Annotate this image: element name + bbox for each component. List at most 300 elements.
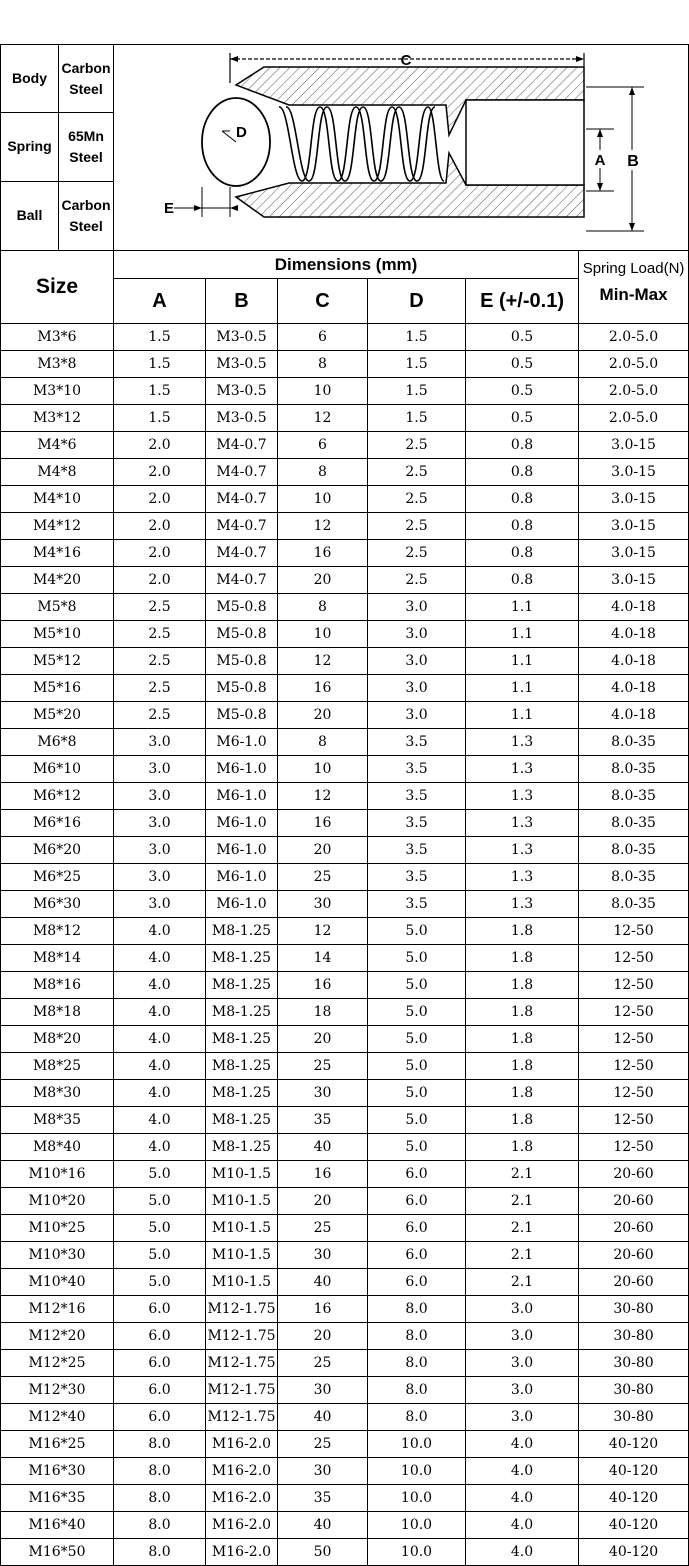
table-row — [1, 540, 689, 567]
cell-spring-load: 3.0-15 — [579, 432, 689, 459]
cell-c: 25 — [278, 1215, 368, 1242]
cell-a: 2.0 — [114, 486, 206, 513]
dimensions-header: Dimensions (mm) — [114, 251, 579, 279]
cell-spring-load: 4.0-18 — [579, 675, 689, 702]
cell-size: M3*12 — [1, 405, 114, 432]
cell-spring-load: 3.0-15 — [579, 486, 689, 513]
table-row — [1, 405, 689, 432]
table-row — [1, 1539, 689, 1566]
cell-spring-load: 2.0-5.0 — [579, 405, 689, 432]
cell-e: 1.8 — [466, 1053, 579, 1080]
cell-e: 2.1 — [466, 1215, 579, 1242]
cell-e: 0.5 — [466, 324, 579, 351]
cell-spring-load: 12-50 — [579, 1107, 689, 1134]
cell-size: M4*20 — [1, 567, 114, 594]
cell-c: 12 — [278, 783, 368, 810]
cell-size: M6*30 — [1, 891, 114, 918]
cell-c: 30 — [278, 1242, 368, 1269]
cell-c: 20 — [278, 567, 368, 594]
cell-d: 3.5 — [368, 783, 466, 810]
cell-b: M3-0.5 — [206, 324, 278, 351]
cell-e: 1.8 — [466, 999, 579, 1026]
cell-b: M16-2.0 — [206, 1485, 278, 1512]
cell-d: 5.0 — [368, 1134, 466, 1161]
cell-e: 1.8 — [466, 918, 579, 945]
cell-a: 3.0 — [114, 783, 206, 810]
cell-c: 30 — [278, 1458, 368, 1485]
cell-spring-load: 20-60 — [579, 1161, 689, 1188]
cell-a: 2.5 — [114, 594, 206, 621]
table-row — [1, 1134, 689, 1161]
cell-c: 16 — [278, 1161, 368, 1188]
cell-c: 25 — [278, 1053, 368, 1080]
cell-a: 4.0 — [114, 1053, 206, 1080]
cell-b: M6-1.0 — [206, 729, 278, 756]
cell-d: 3.5 — [368, 891, 466, 918]
cell-spring-load: 30-80 — [579, 1350, 689, 1377]
cell-a: 8.0 — [114, 1431, 206, 1458]
cell-b: M5-0.8 — [206, 648, 278, 675]
cell-size: M6*10 — [1, 756, 114, 783]
cell-e: 4.0 — [466, 1485, 579, 1512]
table-row — [1, 891, 689, 918]
cell-e: 1.3 — [466, 729, 579, 756]
spec-sheet — [0, 44, 688, 1566]
part-label: Spring — [1, 113, 59, 181]
table-row — [1, 1188, 689, 1215]
cell-spring-load: 12-50 — [579, 945, 689, 972]
cell-spring-load: 4.0-18 — [579, 702, 689, 729]
materials-table — [0, 44, 689, 251]
cell-a: 3.0 — [114, 810, 206, 837]
cell-a: 5.0 — [114, 1215, 206, 1242]
cell-b: M6-1.0 — [206, 783, 278, 810]
cell-spring-load: 40-120 — [579, 1485, 689, 1512]
table-row — [1, 621, 689, 648]
cell-a: 5.0 — [114, 1269, 206, 1296]
cell-b: M12-1.75 — [206, 1296, 278, 1323]
table-row — [1, 1269, 689, 1296]
cell-a: 4.0 — [114, 1107, 206, 1134]
cell-b: M4-0.7 — [206, 513, 278, 540]
dim-b-label: B — [627, 153, 639, 170]
cell-a: 5.0 — [114, 1242, 206, 1269]
cell-size: M5*16 — [1, 675, 114, 702]
cell-d: 5.0 — [368, 918, 466, 945]
cell-c: 25 — [278, 1350, 368, 1377]
cell-size: M6*25 — [1, 864, 114, 891]
cell-c: 20 — [278, 1323, 368, 1350]
cell-spring-load: 40-120 — [579, 1458, 689, 1485]
cell-c: 18 — [278, 999, 368, 1026]
dim-d-label: D — [236, 124, 247, 141]
cell-d: 6.0 — [368, 1215, 466, 1242]
cell-a: 1.5 — [114, 324, 206, 351]
cell-d: 3.5 — [368, 810, 466, 837]
cell-c: 8 — [278, 459, 368, 486]
cell-d: 5.0 — [368, 972, 466, 999]
cell-e: 1.8 — [466, 945, 579, 972]
cell-a: 3.0 — [114, 837, 206, 864]
cell-e: 1.1 — [466, 675, 579, 702]
cell-a: 2.0 — [114, 513, 206, 540]
table-row — [1, 729, 689, 756]
cell-c: 12 — [278, 918, 368, 945]
table-row — [1, 1323, 689, 1350]
cell-c: 8 — [278, 594, 368, 621]
table-row — [1, 459, 689, 486]
part-label: Ball — [1, 181, 59, 250]
cell-b: M3-0.5 — [206, 405, 278, 432]
cell-size: M5*8 — [1, 594, 114, 621]
table-row — [1, 756, 689, 783]
cell-size: M6*16 — [1, 810, 114, 837]
cell-a: 3.0 — [114, 756, 206, 783]
cell-c: 50 — [278, 1539, 368, 1566]
cell-c: 6 — [278, 432, 368, 459]
cell-d: 2.5 — [368, 567, 466, 594]
cell-size: M16*40 — [1, 1512, 114, 1539]
cell-spring-load: 8.0-35 — [579, 729, 689, 756]
table-row — [1, 1431, 689, 1458]
table-row — [1, 1080, 689, 1107]
cell-b: M6-1.0 — [206, 891, 278, 918]
cell-a: 4.0 — [114, 972, 206, 999]
cell-size: M6*20 — [1, 837, 114, 864]
part-label: Body — [1, 45, 59, 113]
cell-e: 4.0 — [466, 1458, 579, 1485]
table-row — [1, 864, 689, 891]
cell-size: M12*16 — [1, 1296, 114, 1323]
cell-spring-load: 8.0-35 — [579, 756, 689, 783]
cell-size: M4*10 — [1, 486, 114, 513]
cell-a: 8.0 — [114, 1458, 206, 1485]
cell-a: 4.0 — [114, 999, 206, 1026]
cell-size: M12*25 — [1, 1350, 114, 1377]
cell-spring-load: 20-60 — [579, 1188, 689, 1215]
dim-e-label: E — [164, 200, 175, 217]
table-row — [1, 783, 689, 810]
table-row — [1, 810, 689, 837]
table-row — [1, 702, 689, 729]
table-row — [1, 567, 689, 594]
cell-d: 6.0 — [368, 1242, 466, 1269]
cell-e: 1.8 — [466, 972, 579, 999]
cell-size: M10*16 — [1, 1161, 114, 1188]
cell-a: 6.0 — [114, 1323, 206, 1350]
cell-b: M8-1.25 — [206, 1107, 278, 1134]
cell-e: 1.8 — [466, 1107, 579, 1134]
cell-d: 3.0 — [368, 675, 466, 702]
cell-b: M4-0.7 — [206, 432, 278, 459]
cell-d: 1.5 — [368, 378, 466, 405]
cell-e: 1.3 — [466, 810, 579, 837]
cell-b: M10-1.5 — [206, 1242, 278, 1269]
table-row — [1, 1107, 689, 1134]
cell-c: 16 — [278, 972, 368, 999]
table-row — [1, 432, 689, 459]
cell-d: 2.5 — [368, 459, 466, 486]
table-row — [1, 513, 689, 540]
cell-spring-load: 20-60 — [579, 1269, 689, 1296]
cell-d: 10.0 — [368, 1458, 466, 1485]
cell-e: 3.0 — [466, 1377, 579, 1404]
cell-b: M8-1.25 — [206, 1026, 278, 1053]
cell-size: M10*20 — [1, 1188, 114, 1215]
cell-e: 0.5 — [466, 351, 579, 378]
cell-spring-load: 4.0-18 — [579, 594, 689, 621]
cell-c: 35 — [278, 1107, 368, 1134]
cell-b: M12-1.75 — [206, 1404, 278, 1431]
cell-size: M8*25 — [1, 1053, 114, 1080]
cell-b: M8-1.25 — [206, 999, 278, 1026]
cell-e: 0.8 — [466, 486, 579, 513]
cell-d: 3.0 — [368, 594, 466, 621]
cell-spring-load: 30-80 — [579, 1296, 689, 1323]
cell-d: 8.0 — [368, 1404, 466, 1431]
cell-d: 3.0 — [368, 702, 466, 729]
cell-a: 2.0 — [114, 459, 206, 486]
col-header-b: B — [206, 279, 278, 324]
cell-c: 10 — [278, 621, 368, 648]
cell-d: 6.0 — [368, 1269, 466, 1296]
cell-e: 3.0 — [466, 1323, 579, 1350]
cell-spring-load: 8.0-35 — [579, 837, 689, 864]
cell-e: 3.0 — [466, 1350, 579, 1377]
table-row — [1, 1161, 689, 1188]
table-row — [1, 972, 689, 999]
cell-c: 30 — [278, 1377, 368, 1404]
cell-d: 5.0 — [368, 999, 466, 1026]
cell-d: 3.0 — [368, 621, 466, 648]
cell-spring-load: 20-60 — [579, 1242, 689, 1269]
cell-spring-load: 30-80 — [579, 1404, 689, 1431]
cell-size: M10*25 — [1, 1215, 114, 1242]
cell-a: 5.0 — [114, 1161, 206, 1188]
cell-size: M5*12 — [1, 648, 114, 675]
cell-d: 10.0 — [368, 1512, 466, 1539]
cell-c: 10 — [278, 486, 368, 513]
cell-a: 5.0 — [114, 1188, 206, 1215]
cell-size: M6*12 — [1, 783, 114, 810]
thread-bore — [466, 100, 584, 185]
material-label: Carbon Steel — [59, 45, 114, 113]
table-row — [1, 1053, 689, 1080]
cell-b: M16-2.0 — [206, 1512, 278, 1539]
cell-a: 3.0 — [114, 864, 206, 891]
table-row — [1, 1350, 689, 1377]
cell-b: M6-1.0 — [206, 756, 278, 783]
cell-a: 1.5 — [114, 405, 206, 432]
table-row — [1, 675, 689, 702]
cell-a: 4.0 — [114, 1026, 206, 1053]
cell-e: 2.1 — [466, 1161, 579, 1188]
cell-spring-load: 30-80 — [579, 1377, 689, 1404]
cell-b: M5-0.8 — [206, 702, 278, 729]
cell-spring-load: 12-50 — [579, 1080, 689, 1107]
cell-b: M8-1.25 — [206, 918, 278, 945]
cell-b: M5-0.8 — [206, 594, 278, 621]
cell-d: 8.0 — [368, 1377, 466, 1404]
spring-load-header: Spring Load(N) — [579, 251, 689, 279]
cell-size: M8*12 — [1, 918, 114, 945]
col-header-c: C — [278, 279, 368, 324]
cell-e: 1.3 — [466, 837, 579, 864]
cell-a: 4.0 — [114, 1134, 206, 1161]
table-body — [1, 324, 689, 1566]
col-header-d: D — [368, 279, 466, 324]
cell-a: 2.0 — [114, 432, 206, 459]
ball-plunger-diagram — [114, 45, 689, 251]
cell-b: M8-1.25 — [206, 1080, 278, 1107]
cell-a: 4.0 — [114, 945, 206, 972]
table-row — [1, 1377, 689, 1404]
cell-e: 4.0 — [466, 1539, 579, 1566]
cell-e: 1.8 — [466, 1026, 579, 1053]
cell-size: M8*14 — [1, 945, 114, 972]
cell-a: 8.0 — [114, 1485, 206, 1512]
cell-e: 0.5 — [466, 405, 579, 432]
table-row — [1, 648, 689, 675]
cell-d: 3.5 — [368, 837, 466, 864]
cell-b: M16-2.0 — [206, 1431, 278, 1458]
cell-e: 0.5 — [466, 378, 579, 405]
cell-b: M5-0.8 — [206, 675, 278, 702]
cell-d: 8.0 — [368, 1350, 466, 1377]
cell-spring-load: 40-120 — [579, 1539, 689, 1566]
cell-spring-load: 4.0-18 — [579, 648, 689, 675]
size-header: Size — [1, 251, 114, 324]
cell-c: 20 — [278, 1026, 368, 1053]
cell-size: M4*16 — [1, 540, 114, 567]
cell-b: M8-1.25 — [206, 1053, 278, 1080]
table-row — [1, 837, 689, 864]
cell-b: M5-0.8 — [206, 621, 278, 648]
cell-d: 2.5 — [368, 540, 466, 567]
cell-spring-load: 40-120 — [579, 1431, 689, 1458]
cell-c: 16 — [278, 810, 368, 837]
cell-d: 10.0 — [368, 1431, 466, 1458]
cell-d: 6.0 — [368, 1161, 466, 1188]
cell-spring-load: 40-120 — [579, 1512, 689, 1539]
cell-e: 0.8 — [466, 567, 579, 594]
cell-size: M8*20 — [1, 1026, 114, 1053]
cell-a: 2.5 — [114, 675, 206, 702]
cell-size: M4*8 — [1, 459, 114, 486]
cell-b: M8-1.25 — [206, 945, 278, 972]
cell-b: M16-2.0 — [206, 1458, 278, 1485]
cell-c: 16 — [278, 675, 368, 702]
cell-c: 8 — [278, 351, 368, 378]
cell-d: 3.5 — [368, 864, 466, 891]
dim-c-label: C — [400, 52, 412, 69]
table-row — [1, 1242, 689, 1269]
cell-d: 1.5 — [368, 351, 466, 378]
cell-size: M16*25 — [1, 1431, 114, 1458]
cell-b: M4-0.7 — [206, 459, 278, 486]
table-row — [1, 945, 689, 972]
cell-d: 5.0 — [368, 1026, 466, 1053]
cell-size: M16*30 — [1, 1458, 114, 1485]
cell-e: 2.1 — [466, 1269, 579, 1296]
cell-size: M10*30 — [1, 1242, 114, 1269]
cell-size: M12*20 — [1, 1323, 114, 1350]
cell-e: 0.8 — [466, 540, 579, 567]
cell-spring-load: 2.0-5.0 — [579, 378, 689, 405]
cell-a: 6.0 — [114, 1404, 206, 1431]
cell-e: 1.3 — [466, 756, 579, 783]
cell-b: M3-0.5 — [206, 378, 278, 405]
spring-range-header: Min-Max — [579, 279, 689, 324]
cell-spring-load: 3.0-15 — [579, 567, 689, 594]
cell-b: M12-1.75 — [206, 1350, 278, 1377]
cell-spring-load: 2.0-5.0 — [579, 351, 689, 378]
cell-b: M10-1.5 — [206, 1161, 278, 1188]
cell-c: 20 — [278, 837, 368, 864]
cell-size: M4*6 — [1, 432, 114, 459]
cell-c: 10 — [278, 756, 368, 783]
cell-e: 1.8 — [466, 1134, 579, 1161]
cell-e: 2.1 — [466, 1242, 579, 1269]
cell-e: 0.8 — [466, 432, 579, 459]
cell-c: 12 — [278, 648, 368, 675]
cell-c: 20 — [278, 702, 368, 729]
material-label: 65Mn Steel — [59, 113, 114, 181]
cell-size: M6*8 — [1, 729, 114, 756]
cell-size: M8*16 — [1, 972, 114, 999]
cell-spring-load: 3.0-15 — [579, 513, 689, 540]
cell-size: M12*40 — [1, 1404, 114, 1431]
cell-size: M3*8 — [1, 351, 114, 378]
cell-e: 0.8 — [466, 459, 579, 486]
cell-d: 3.0 — [368, 648, 466, 675]
cell-spring-load: 8.0-35 — [579, 783, 689, 810]
cell-b: M3-0.5 — [206, 351, 278, 378]
cell-e: 2.1 — [466, 1188, 579, 1215]
cell-a: 4.0 — [114, 1080, 206, 1107]
cell-c: 40 — [278, 1512, 368, 1539]
cell-a: 2.5 — [114, 702, 206, 729]
cell-d: 10.0 — [368, 1485, 466, 1512]
table-row — [1, 486, 689, 513]
cell-c: 6 — [278, 324, 368, 351]
cell-spring-load: 8.0-35 — [579, 891, 689, 918]
material-row-body — [1, 45, 689, 113]
cell-spring-load: 12-50 — [579, 1026, 689, 1053]
cell-d: 1.5 — [368, 324, 466, 351]
cell-a: 3.0 — [114, 729, 206, 756]
cell-size: M5*20 — [1, 702, 114, 729]
cell-e: 1.1 — [466, 594, 579, 621]
cell-c: 12 — [278, 513, 368, 540]
cell-e: 1.8 — [466, 1080, 579, 1107]
cell-e: 1.3 — [466, 783, 579, 810]
spring — [279, 107, 444, 181]
cell-c: 12 — [278, 405, 368, 432]
table-row — [1, 918, 689, 945]
cell-a: 6.0 — [114, 1296, 206, 1323]
cell-b: M16-2.0 — [206, 1539, 278, 1566]
table-row — [1, 1404, 689, 1431]
cell-e: 1.1 — [466, 702, 579, 729]
cell-a: 2.0 — [114, 540, 206, 567]
cell-size: M8*40 — [1, 1134, 114, 1161]
table-row — [1, 1215, 689, 1242]
cell-d: 5.0 — [368, 1107, 466, 1134]
table-row — [1, 1296, 689, 1323]
cell-size: M8*35 — [1, 1107, 114, 1134]
cell-size: M5*10 — [1, 621, 114, 648]
